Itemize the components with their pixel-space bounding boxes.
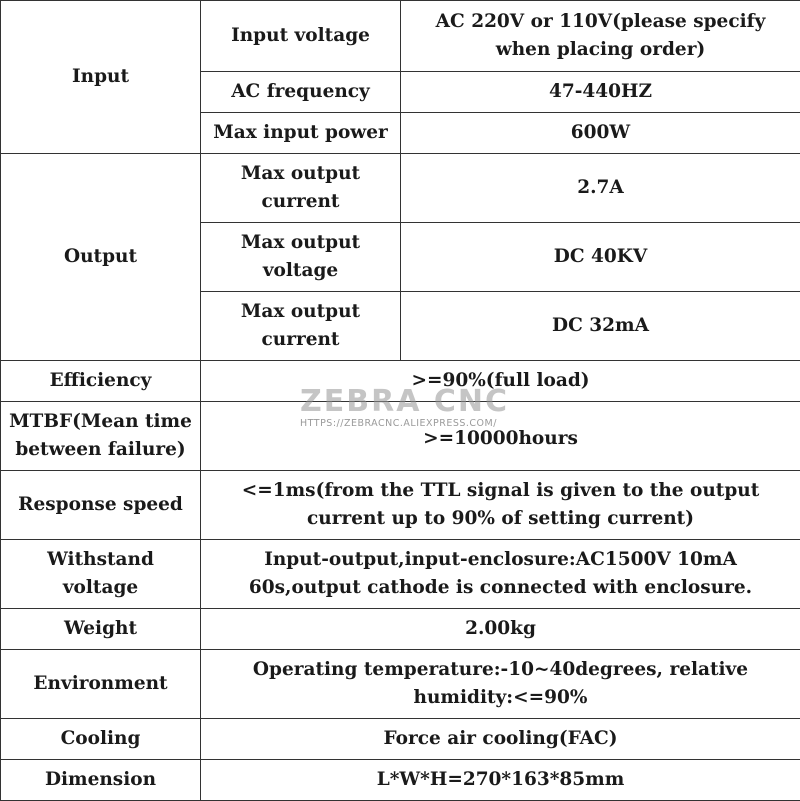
param-value: DC 32mA — [401, 292, 800, 361]
row-label: MTBF(Mean time between failure) — [1, 402, 201, 471]
table-row — [1, 154, 800, 223]
table-row — [1, 650, 800, 719]
table-row — [1, 540, 800, 609]
table-row — [1, 760, 800, 801]
row-label: Weight — [1, 609, 201, 650]
group-label-input: Input — [1, 1, 201, 154]
row-label: Withstand voltage — [1, 540, 201, 609]
table-row — [1, 609, 800, 650]
watermark-url: HTTPS://ZEBRACNC.ALIEXPRESS.COM/ — [300, 418, 510, 430]
row-label: Efficiency — [1, 361, 201, 402]
table-row — [1, 719, 800, 760]
param-value: DC 40KV — [401, 223, 800, 292]
param-label: Max output voltage — [201, 223, 401, 292]
param-value: AC 220V or 110V(please specify when placing order) — [401, 1, 800, 72]
row-value: L*W*H=270*163*85mm — [201, 760, 800, 801]
param-label: AC frequency — [201, 72, 401, 113]
row-value: Force air cooling(FAC) — [201, 719, 800, 760]
table-row — [1, 1, 800, 72]
row-label: Environment — [1, 650, 201, 719]
param-label: Max output current — [201, 154, 401, 223]
row-label: Cooling — [1, 719, 201, 760]
row-value: Operating temperature:-10~40degrees, relative humidity:<=90% — [201, 650, 800, 719]
param-label: Input voltage — [201, 1, 401, 72]
param-value: 47-440HZ — [401, 72, 800, 113]
table-row — [1, 361, 800, 402]
param-value: 2.7A — [401, 154, 800, 223]
row-value: Input-output,input-enclosure:AC1500V 10mA 60s,output cathode is connected with enclosure. — [201, 540, 800, 609]
row-value: 2.00kg — [201, 609, 800, 650]
param-label: Max input power — [201, 113, 401, 154]
row-label: Response speed — [1, 471, 201, 540]
param-value: 600W — [401, 113, 800, 154]
table-row — [1, 471, 800, 540]
row-value: <=1ms(from the TTL signal is given to the output current up to 90% of setting current) — [201, 471, 800, 540]
watermark-brand: ZEBRA CNC — [300, 386, 510, 418]
param-label: Max output current — [201, 292, 401, 361]
row-value: >=90%(full load) — [201, 361, 800, 402]
row-label: Dimension — [1, 760, 201, 801]
group-label-output: Output — [1, 154, 201, 361]
table-row — [1, 402, 800, 471]
row-value: >=10000hours — [201, 402, 800, 471]
